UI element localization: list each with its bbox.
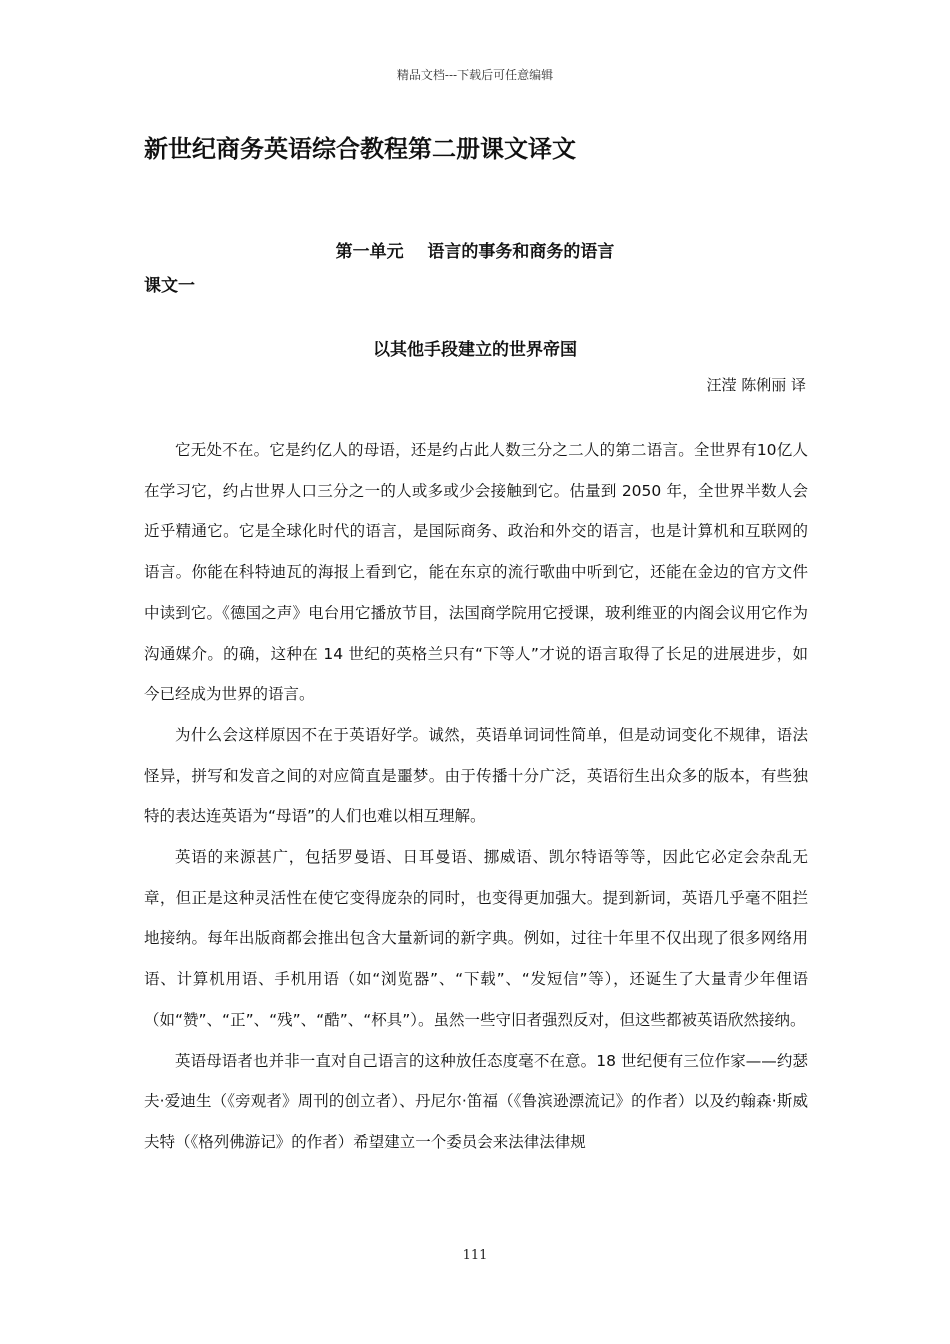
paragraph: 英语的来源甚广，包括罗曼语、日耳曼语、挪威语、凯尔特语等等，因此它必定会杂乱无章，但正是这种灵活性在使它变得庞杂的同时，也变得更加强大。提到新词，英语几乎毫不阻拦地接纳。每年出版商都会推出包含大量新词的新字典。例如，过往十年里不仅出现了很多网络用语、计算机用语、手机用语（如“浏览器”、“下载”、“发短信”等），还诞生了大量青少年俚语（如“赞”、“正”、“残”、“酷”、“杯具”）。虽然一些守旧者强烈反对，但这些都被英语欣然接纳。: [144, 848, 808, 1029]
paragraph: 为什么会这样原因不在于英语好学。诚然，英语单词词性简单，但是动词变化不规律，语法怪异，拼写和发音之间的对应简直是噩梦。由于传播十分广泛，英语衍生出众多的版本，有些独特的表达连英语为“母语”的人们也难以相互理解。: [144, 725, 808, 826]
paragraph: 它无处不在。它是约亿人的母语，还是约占此人数三分之二人的第二语言。全世界有10亿人在学习它，约占世界人口三分之一的人或多或少会接触到它。估量到 2050 年，全世界半数人会近乎精通它。它是全球化时代的语言，是国际商务、政治和外交的语言，也是计算机和互联网的语言。你能在科特迪瓦的海报上看到它，能在东京的流行歌曲中听到它，还能在金边的官方文件中读到它。《德国之声》电台用它播放节目，法国商学院用它授课，玻利维亚的内阁会议用它作为沟通媒介。的确，这种在 14 世纪的英格兰只有“下等人”才说的语言取得了长足的进展进步，如今已经成为世界的语言。: [144, 441, 808, 704]
paragraph: 英语母语者也并非一直对自己语言的这种放任态度毫不在意。18 世纪便有三位作家——约瑟夫·爱迪生（《旁观者》周刊的创立者）、丹尼尔·笛福（《鲁滨逊漂流记》的作者）以及约翰森·斯威夫特（《格列佛游记》的作者）希望建立一个委员会来法律法律规: [144, 1051, 808, 1151]
article-title: 以其他手段建立的世界帝国: [373, 340, 577, 360]
document-title: 新世纪商务英语综合教程第二册课文译文: [144, 135, 576, 163]
lesson-label: 课文一: [144, 276, 195, 296]
unit-title: 第一单元 语言的事务和商务的语言: [335, 242, 615, 262]
page-header: 精品文档---下载后可任意编辑: [396, 68, 554, 82]
translator-credit: 汪滢 陈俐丽 译: [706, 376, 806, 394]
page-number: 111: [462, 1248, 488, 1263]
article-body: [144, 430, 808, 1163]
